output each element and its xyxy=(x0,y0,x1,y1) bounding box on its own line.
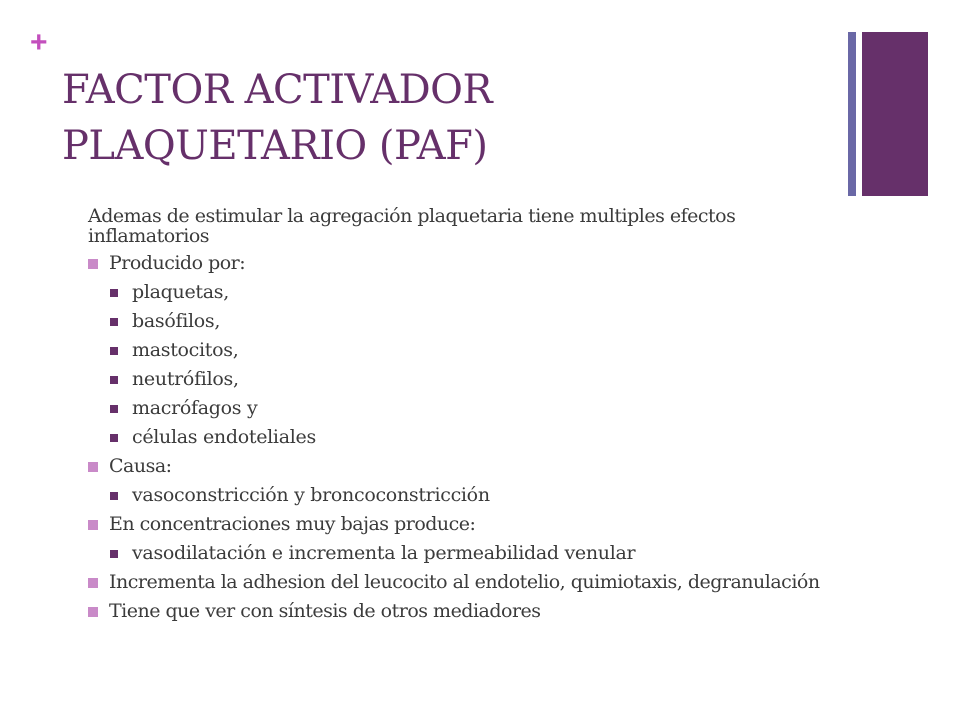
bullet-text: Causa: xyxy=(109,455,172,477)
sub-bullet-celulas-endoteliales xyxy=(88,427,848,447)
sub-bullet-square-icon xyxy=(110,550,118,558)
decorative-bar-wide xyxy=(862,32,928,196)
bullet-square-icon xyxy=(88,259,98,269)
intro-text: Ademas de estimular la agregación plaquetaria tiene multiples efectos inflamatorios xyxy=(88,205,736,247)
sub-bullet-text: vasodilatación e incrementa la permeabilidad venular xyxy=(132,542,636,564)
sub-bullet-text: plaquetas, xyxy=(132,281,229,303)
sub-bullet-vasodilatacion xyxy=(88,543,848,563)
bullet-square-icon xyxy=(88,607,98,617)
sub-bullet-square-icon xyxy=(110,376,118,384)
sub-bullet-text: mastocitos, xyxy=(132,339,239,361)
bullet-produced-by xyxy=(88,253,848,273)
sub-bullet-plaquetas xyxy=(88,282,848,302)
sub-bullet-text: basófilos, xyxy=(132,310,221,332)
sub-bullet-square-icon xyxy=(110,405,118,413)
bullet-adhesion xyxy=(88,572,848,592)
title-line-2: PLAQUETARIO (PAF) xyxy=(62,123,488,169)
sub-bullet-square-icon xyxy=(110,434,118,442)
sub-bullet-text: vasoconstricción y broncoconstricción xyxy=(132,484,490,506)
slide-body xyxy=(88,206,848,630)
sub-bullet-neutrofilos xyxy=(88,369,848,389)
sub-bullet-mastocitos xyxy=(88,340,848,360)
bullet-sintesis xyxy=(88,601,848,621)
bullet-text: En concentraciones muy bajas produce: xyxy=(109,513,476,535)
sub-bullet-macrofagos xyxy=(88,398,848,418)
sub-bullet-square-icon xyxy=(110,347,118,355)
bullet-square-icon xyxy=(88,520,98,530)
bullet-square-icon xyxy=(88,578,98,588)
title-line-1: FACTOR ACTIVADOR xyxy=(62,67,493,113)
sub-bullet-basofilos xyxy=(88,311,848,331)
sub-bullet-vasoconstriccion xyxy=(88,485,848,505)
slide-title xyxy=(62,62,822,174)
bullet-text: Incrementa la adhesion del leucocito al endotelio, quimiotaxis, degranulación xyxy=(109,571,820,593)
bullet-text: Tiene que ver con síntesis de otros mediadores xyxy=(109,600,541,622)
bullet-concentraciones xyxy=(88,514,848,534)
sub-bullet-text: macrófagos y xyxy=(132,397,258,419)
bullet-causa xyxy=(88,456,848,476)
sub-bullet-square-icon xyxy=(110,318,118,326)
sub-bullet-square-icon xyxy=(110,289,118,297)
plus-mark: + xyxy=(30,26,48,59)
sub-bullet-square-icon xyxy=(110,492,118,500)
sub-bullet-text: células endoteliales xyxy=(132,426,316,448)
sub-bullet-text: neutrófilos, xyxy=(132,368,239,390)
bullet-text: Producido por: xyxy=(109,252,246,274)
decorative-bar-thin xyxy=(848,32,856,196)
bullet-square-icon xyxy=(88,462,98,472)
